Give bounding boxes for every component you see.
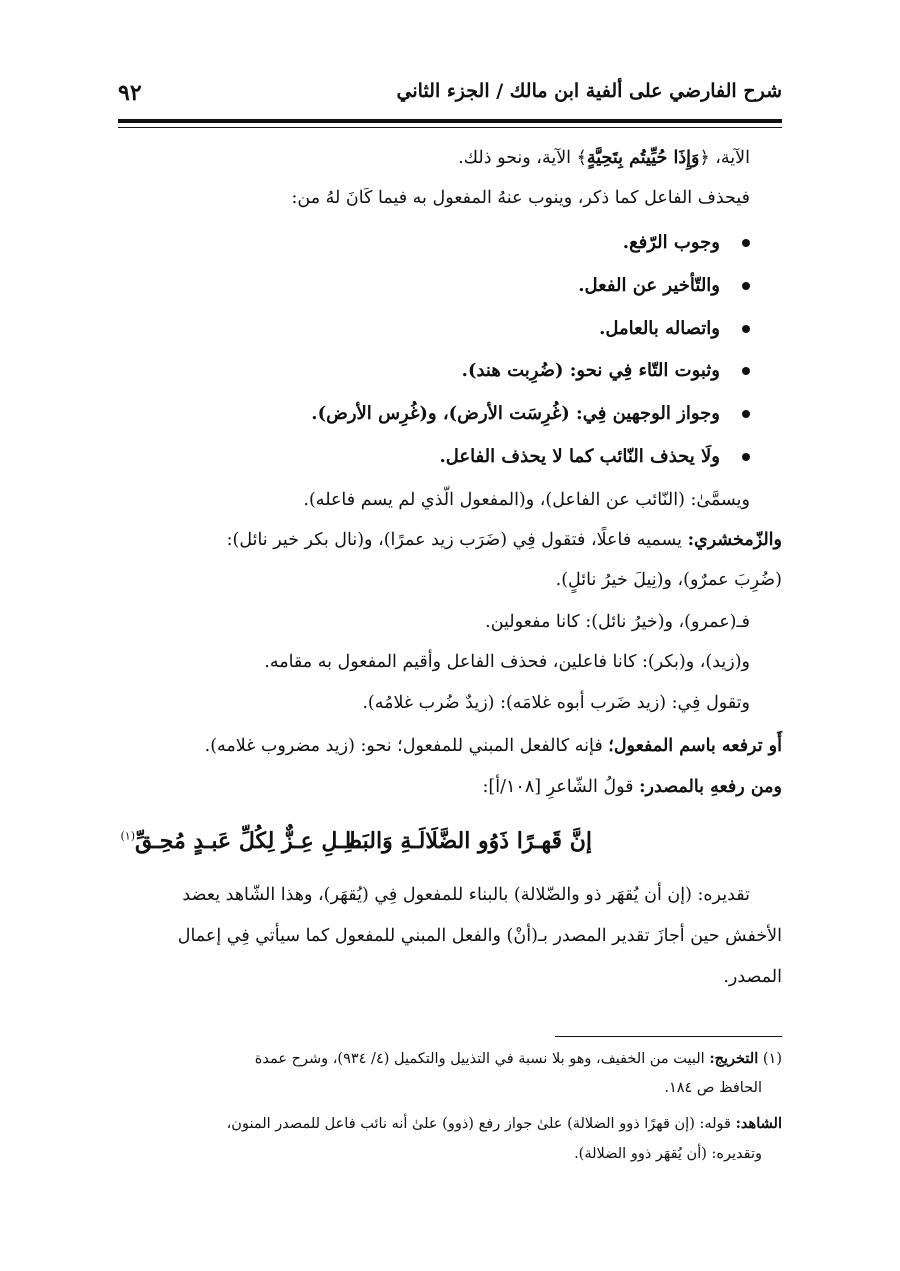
bullet-text: وجواز الوجهين فِي: (غُرِسَت الأرض)، و(غُرِس الأرض). [311, 403, 720, 424]
line-9-rest: فإنه كالفعل المبني للمفعول؛ نحو: (زيد مضروب غلامه). [204, 736, 609, 756]
bullet-item [439, 446, 750, 467]
line-1-suffix: ﴾ الآية، ونحو ذلك. [458, 148, 587, 168]
bullet-dot-icon [742, 282, 750, 290]
line-10-rest: قولُ الشّاعرِ [١٠٨/أ]: [482, 777, 640, 797]
header-rule-thin [118, 127, 782, 128]
footnote-2 [227, 1115, 782, 1132]
term-zamakhshari: والزّمخشري: [687, 530, 782, 550]
text-line-11: تقديره: (إن أن يُقهَر ذو والضّلالة) بالبناء للمفعول فِي (يُقهَر)، وهذا الشّاهد يعضد [182, 885, 750, 905]
text-line-4 [227, 530, 782, 551]
page-number: ٩٢ [118, 80, 142, 106]
footnote-1-number: (١) [762, 1051, 782, 1067]
text-line-10 [483, 777, 782, 798]
page-header [118, 78, 782, 112]
bullet-text: ولَا يحذف النّائب كما لا يحذف الفاعل. [439, 446, 720, 467]
text-line-13: المصدر. [723, 967, 782, 987]
term-ism-mafool: أَو ترفعه باسم المفعول؛ [608, 736, 782, 756]
text-line-7: و(زيد)، و(بكر): كانا فاعلين، فحذف الفاعل وأقيم المفعول به مقامه. [264, 652, 750, 672]
quran-quote: وَإِذَا حُيِّيتُم بِتَحِيَّةٍ [586, 148, 700, 168]
bullet-item [311, 403, 750, 424]
footnote-marker: (١) [120, 829, 135, 843]
line-4-rest: يسميه فاعلًا، فتقول فِي (ضَرَب زيد عمرًا)، و(نال بكر خير نائل): [226, 530, 688, 550]
bullet-dot-icon [742, 367, 750, 375]
text-line-8: وتقول فِي: (زيد ضَرب أبوه غلامَه): (زيدٌ ضُرب غلامُه). [362, 693, 750, 713]
bullet-text: واتصاله بالعامل. [599, 318, 720, 339]
bullet-dot-icon [742, 410, 750, 418]
verse-second-text: طِـلِ عِـزٌّ لِكُلِّ عَبـدٍ مُحِـقِّ [134, 828, 362, 854]
footnote-2-continuation: وتقديره: (أن يُقهَر ذوو الضلالة). [574, 1146, 762, 1162]
text-line-5: (ضُرِبَ عمرٌو)، و(نِيلَ خيرُ نائلٍ). [555, 570, 782, 590]
bullet-dot-icon [742, 325, 750, 333]
text-line-12: الأخفش حين أجازَ تقدير المصدر بـ(أنْ) والفعل المبني للمفعول كما سيأتي فِي إعمال [177, 926, 782, 946]
footnote-1 [255, 1050, 782, 1067]
verse-first-hemistich: إنَّ قَهـرًا ذَوُو الضَّلَالَـةِ وَالبَـا [349, 828, 592, 854]
footnote-2-label: الشاهد: [735, 1115, 782, 1132]
line-1-prefix: الآية، ﴿ [699, 148, 750, 168]
bullet-text: والتّأخير عن الفعل. [578, 275, 720, 296]
term-masdar: ومن رفعهِ بالمصدر: [639, 777, 782, 797]
footnote-separator [555, 1036, 782, 1037]
text-line-2: فيحذف الفاعل كما ذكر، وينوب عنهُ المفعول به فيما كَانَ لهُ من: [291, 188, 750, 208]
running-title: شرح الفارضي على ألفية ابن مالك / الجزء الثاني [396, 80, 782, 102]
footnote-1-label: التخريج: [709, 1050, 759, 1067]
bullet-item [578, 275, 750, 296]
footnote-1-text: البيت من الخفيف، وهو بلا نسبة في التذييل والتكميل (٤/ ٩٣٤)، وشرح عمدة [254, 1051, 710, 1067]
header-rule-thick [118, 119, 782, 123]
text-line-1 [458, 148, 750, 169]
bullet-item [599, 318, 750, 339]
bullet-text: وجوب الرّفع. [622, 232, 720, 253]
text-line-9 [205, 736, 782, 757]
bullet-text: وثبوت التّاء فِي نحو: (ضُرِبت هند). [461, 360, 720, 381]
footnote-1-continuation: الحافظ ص ١٨٤. [664, 1080, 762, 1096]
footnote-2-text: قوله: (إن قهرًا ذوو الضلالة) علىٰ جواز رفع (ذوو) علىٰ أنه نائب فاعل للمصدر المنون، [226, 1116, 736, 1132]
bullet-item [462, 360, 750, 381]
text-line-3: ويسمَّىٰ: (النّائب عن الفاعل)، و(المفعول الّذي لم يسم فاعله). [303, 490, 750, 510]
text-line-6: فـ(عمرو)، و(خيرُ نائل): كانا مفعولين. [485, 612, 750, 632]
bullet-dot-icon [742, 239, 750, 247]
poetry-verse [118, 828, 782, 868]
verse-second-hemistich [120, 828, 362, 854]
bullet-item [623, 232, 750, 253]
bullet-dot-icon [742, 453, 750, 461]
